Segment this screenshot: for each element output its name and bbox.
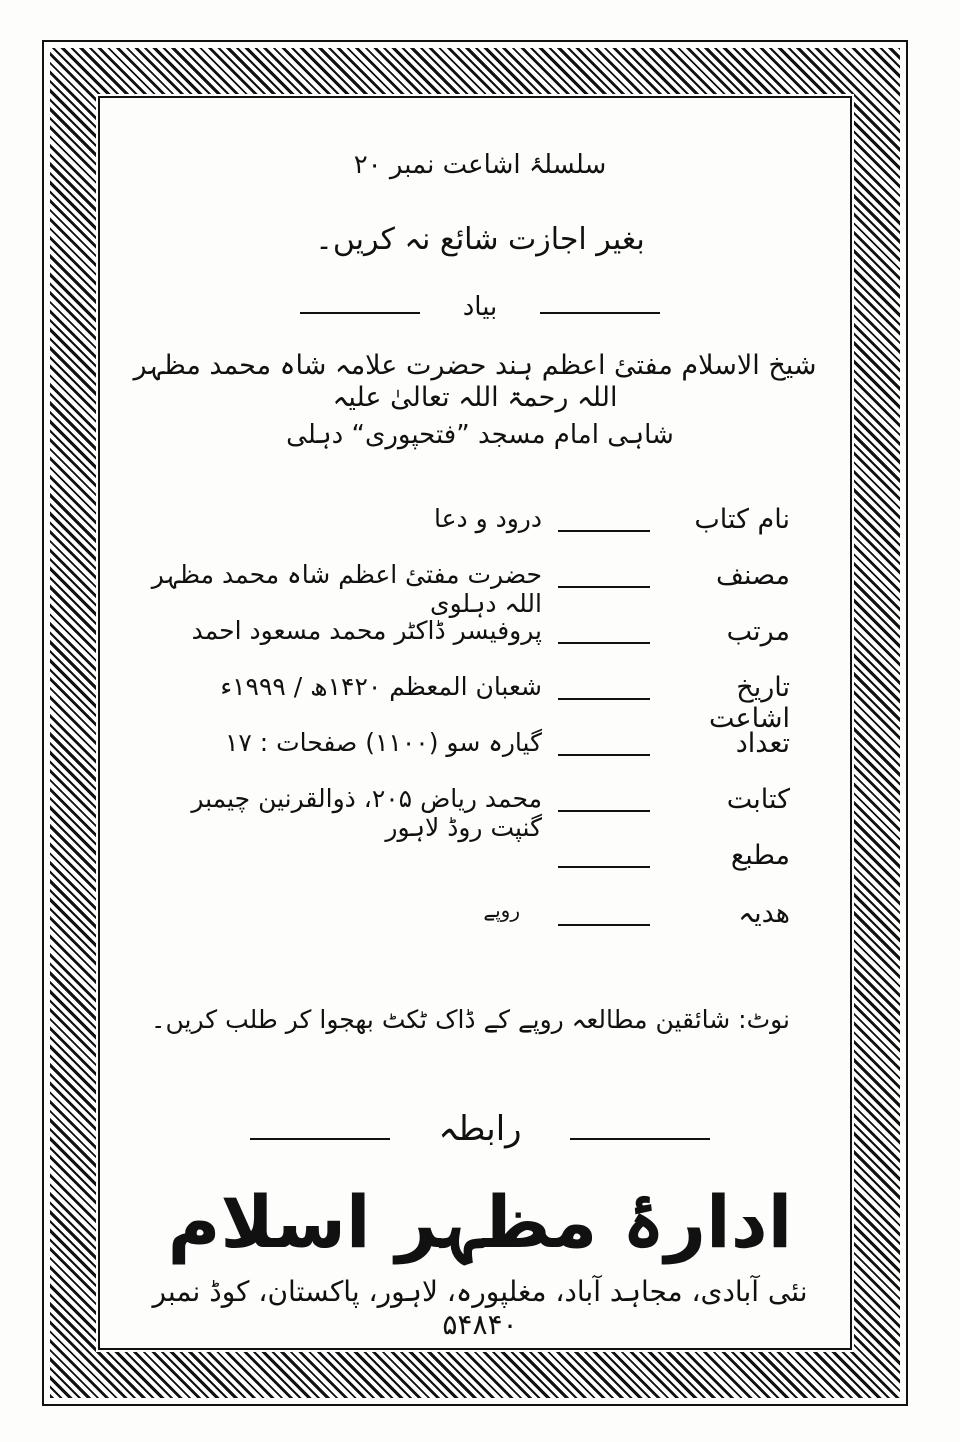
detail-dash	[558, 810, 650, 812]
detail-value: شعبان المعظم ۱۴۲۰ھ / ۱۹۹۹ء	[220, 672, 542, 701]
organization-name: ادارۂ مظہر اسلام	[167, 1180, 793, 1264]
detail-row-price	[150, 896, 790, 946]
detail-value: حضرت مفتیٔ اعظم شاہ محمد مظہر اللہ دہلوی	[151, 560, 542, 618]
detail-dash	[558, 698, 650, 700]
dedication-line-1: شیخ الاسلام مفتیٔ اعظم ہند حضرت علامہ شاہ محمد مظہر اللہ رحمۃ اللہ تعالیٰ علیہ	[133, 350, 817, 414]
detail-dash	[558, 754, 650, 756]
detail-label: مطبع	[730, 840, 790, 871]
detail-value: درود و دعا	[433, 504, 542, 533]
note-text: نوٹ: شائقین مطالعہ روپے کے ڈاک ٹکٹ بھجوا کر طلب کریں۔	[150, 1005, 790, 1034]
series-number: سلسلۂ اشاعت نمبر ۲۰	[353, 150, 607, 180]
no-print-notice: بغیر اجازت شائع نہ کریں۔	[315, 222, 645, 257]
detail-dash	[558, 530, 650, 532]
dedication-line-2: شاہی امام مسجد ”فتحپوری“ دہلی	[286, 420, 674, 450]
contact-heading	[250, 1108, 710, 1158]
in-memory-text: بیاد	[462, 292, 498, 322]
detail-row-calligraphy	[150, 782, 790, 842]
detail-label: تعداد	[735, 728, 790, 759]
detail-dash	[558, 924, 650, 926]
detail-row-compiler	[150, 614, 790, 664]
detail-label: مصنف	[716, 560, 790, 591]
contact-heading-text: رابطہ	[438, 1109, 522, 1149]
detail-label: مرتب	[726, 616, 790, 647]
detail-dash	[558, 642, 650, 644]
detail-label: کتابت	[726, 784, 790, 815]
detail-row-book-title	[150, 502, 790, 552]
detail-dash	[558, 866, 650, 868]
detail-label: ھدیہ	[738, 898, 790, 929]
detail-value: پروفیسر ڈاکٹر محمد مسعود احمد	[191, 616, 542, 645]
detail-row-quantity	[150, 726, 790, 776]
organization-address: نئی آبادی، مجاہد آباد، مغلپورہ، لاہور، پاکستان، کوڈ نمبر ۵۴۸۴۰	[152, 1275, 808, 1341]
detail-row-press	[150, 838, 790, 888]
detail-label: تاریخ اشاعت	[709, 672, 790, 734]
detail-value: روپے	[483, 898, 520, 922]
detail-value: گیارہ سو (۱۱۰۰) صفحات : ۱۷	[224, 728, 542, 757]
divider-right	[540, 312, 660, 314]
detail-value: محمد ریاض ۲۰۵، ذوالقرنین چیمبر گنپت روڈ لاہور	[191, 784, 542, 842]
detail-label: نام کتاب	[694, 504, 790, 535]
divider-right	[570, 1138, 710, 1140]
detail-dash	[558, 586, 650, 588]
in-memory-heading	[300, 292, 660, 332]
detail-row-author	[150, 558, 790, 618]
detail-row-publication-date	[150, 670, 790, 734]
